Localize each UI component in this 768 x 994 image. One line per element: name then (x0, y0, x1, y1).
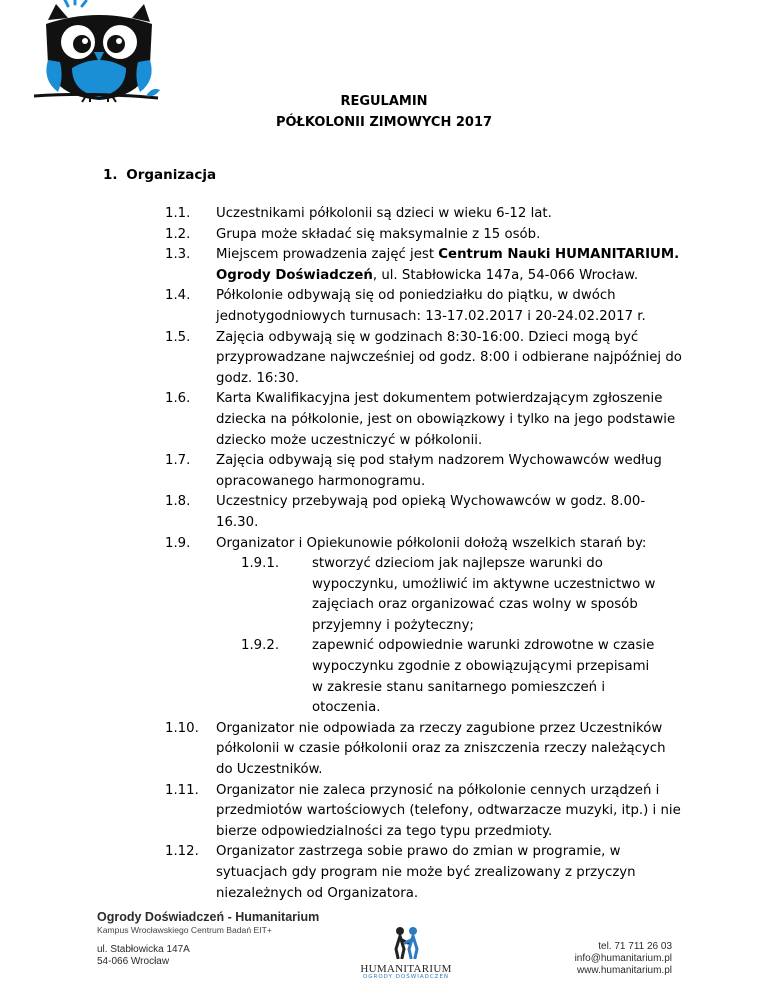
footer-website[interactable]: www.humanitarium.pl (576, 965, 672, 976)
item-number: 1.2. (165, 226, 191, 242)
list-item (165, 328, 685, 390)
item-text: Organizator nie zaleca przynosić na półkolonie cennych urządzeń i przedmiotów wartościowych (telefony, odtwarzacze muzyki, itp.) i nie bierze odpowiedzialności za tego typu przedmioty. (216, 782, 681, 839)
footer-org-name: Ogrody Doświadczeń - Humanitarium (97, 910, 320, 924)
item-number: 1.7. (165, 453, 191, 469)
item-text: Grupa może składać się maksymalnie z 15 osób. (216, 226, 541, 242)
item-number: 1.9. (165, 535, 191, 551)
section-heading (103, 167, 216, 183)
humanitarium-logo (360, 925, 452, 987)
item-number: 1.9.2. (241, 638, 280, 654)
item-text: Karta Kwalifikacyjna jest dokumentem potwierdzającym zgłoszenie dziecka na półkolonie, jest on obowiązkowy i tylko na jego podstawie dziecko może uczestniczyć w półkolonii. (216, 391, 676, 448)
footer-email[interactable]: info@humanitarium.pl (574, 953, 672, 964)
item-number: 1.10. (165, 720, 199, 736)
item-number: 1.9.1. (241, 556, 280, 572)
item-text: zapewnić odpowiednie warunki zdrowotne w czasie wypoczynku zgodnie z obowiązującymi przepisami w zakresie stanu sanitarnego pomieszczeń i otoczenia. (312, 638, 655, 716)
item-text: Zajęcia odbywają się pod stałym nadzorem Wychowawców według opracowanego harmonogramu. (216, 453, 662, 489)
item-number: 1.6. (165, 391, 191, 407)
document-subtitle: PÓŁKOLONII ZIMOWYCH 2017 (275, 115, 493, 130)
rules-list (165, 204, 685, 904)
figures-icon (386, 925, 426, 959)
item-text (216, 245, 685, 286)
owl-logo (34, 0, 164, 108)
footer-address-block (97, 910, 319, 968)
item-number: 1.5. (165, 329, 191, 345)
item-text: stworzyć dzieciom jak najlepsze warunki do wypoczynku, umożliwić im aktywne uczestnictwo w zajęciach oraz organizować czas wolny w sposób przyjemny i pożyteczny; (312, 556, 656, 633)
item-number: 1.12. (165, 844, 199, 860)
footer-org-subtitle: Kampus Wrocławskiego Centrum Badań EIT+ (97, 925, 272, 935)
footer-street: ul. Stabłowicka 147A (97, 944, 190, 955)
venue-name: Centrum Nauki HUMANITARIUM. Ogrody Doświadczeń (216, 247, 680, 283)
list-item (165, 719, 685, 781)
item-number: 1.11. (165, 782, 199, 798)
list-item (165, 451, 685, 492)
list-item (165, 245, 685, 286)
list-item (165, 492, 685, 533)
item-number: 1.4. (165, 288, 191, 304)
section-title: Organizacja (126, 167, 217, 183)
item-text: Uczestnikami półkolonii są dzieci w wieku 6-12 lat. (216, 206, 552, 221)
list-item (165, 225, 685, 246)
item-number: 1.3. (165, 247, 191, 263)
list-item (165, 534, 685, 555)
list-item (165, 781, 685, 843)
item-text: Organizator zastrzega sobie prawo do zmian w programie, w sytuacjach gdy program nie może być zrealizowany z przyczyn niezależnych od Organizatora. (216, 844, 636, 901)
item-text: Uczestnicy przebywają pod opieką Wychowawców w godz. 8.00-16.30. (216, 494, 646, 530)
section-number: 1. (103, 167, 118, 183)
item-text: Zajęcia odbywają się w godzinach 8:30-16:00. Dzieci mogą być przyprowadzane najwcześniej od godz. 8:00 i odbierane najpóźniej do godz. 16:30. (216, 329, 682, 386)
list-item (165, 286, 685, 327)
footer-phone: tel. 71 711 26 03 (598, 941, 672, 952)
logo-wordmark: HUMANITARIUM (360, 963, 452, 975)
item-text: Organizator i Opiekunowie półkolonii dołożą wszelkich starań by: (216, 535, 647, 551)
item-text: Organizator nie odpowiada za rzeczy zagubione przez Uczestników półkolonii w czasie półkolonii oraz za zniszczenia rzeczy należących do Uczestników. (216, 720, 666, 778)
item-number: 1.1. (165, 206, 191, 221)
list-item (165, 842, 685, 904)
item-text: Półkolonie odbywają się od poniedziałku do piątku, w dwóch jednotygodniowych turnusach: 13-17.02.2017 i 20-24.02.2017 r. (216, 288, 646, 324)
footer-city: 54-066 Wrocław (97, 956, 170, 967)
item-text-part: Miejscem prowadzenia zajęć jest (216, 247, 439, 263)
logo-tagline: OGRODY DOŚWIADCZEŃ (362, 974, 450, 980)
item-text-part: , ul. Stabłowicka 147a, 54-066 Wrocław. (372, 267, 639, 283)
list-item (165, 204, 685, 225)
document-title: REGULAMIN (340, 94, 428, 109)
list-item (165, 389, 685, 451)
item-number: 1.8. (165, 494, 191, 510)
footer-contact (575, 941, 672, 977)
footer-address (97, 944, 319, 968)
sub-list-item (165, 636, 685, 718)
sub-list-item (165, 554, 685, 636)
